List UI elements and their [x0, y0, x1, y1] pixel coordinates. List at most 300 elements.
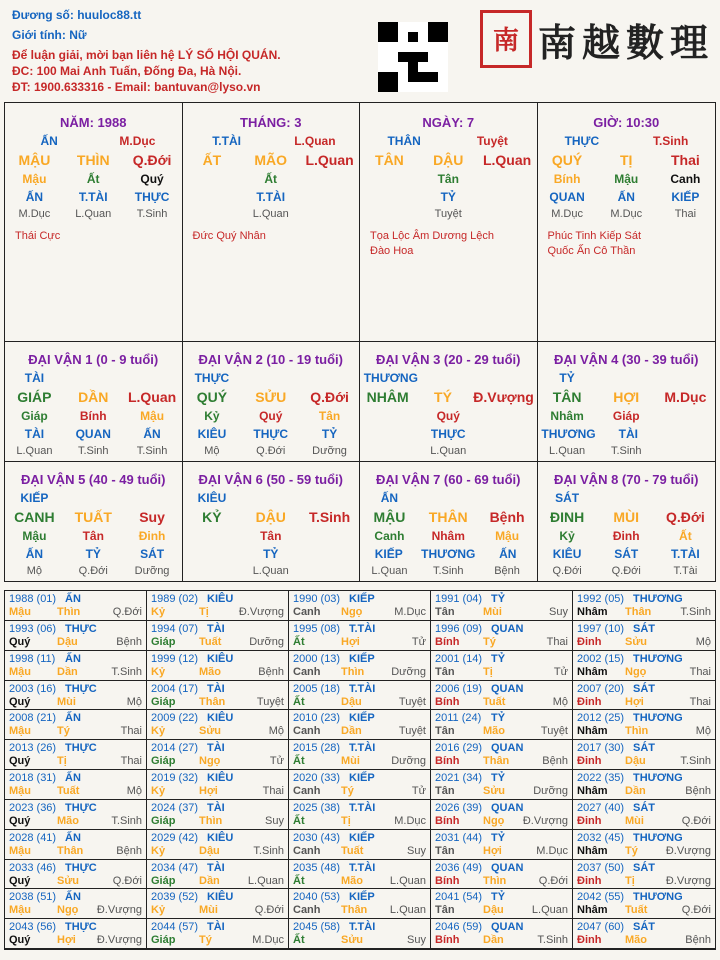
dai-van-title: ĐẠI VẬN 4 (30 - 39 tuổi) — [554, 352, 699, 367]
year-chi: Ngọ — [483, 814, 505, 827]
year-god: THƯƠNG — [633, 891, 683, 904]
year-god: KIẾP — [349, 772, 375, 784]
dai-van-hidden: Đinh — [138, 528, 166, 543]
dai-van-top: ẤN — [380, 490, 399, 505]
year-chi: Ngọ — [341, 606, 363, 618]
dai-van-state: M.Dục — [664, 389, 707, 405]
year-cell — [573, 710, 715, 740]
contact-line: Để luận giải, mời bạn liên hệ LÝ SỐ HỘI QUÁN. — [12, 48, 281, 62]
year-state: Tử — [269, 755, 284, 768]
dai-van-top: THỰC — [194, 371, 230, 385]
year-chi: Mão — [199, 665, 221, 678]
dai-van-god — [364, 427, 414, 441]
year-label: 2008 (21) — [9, 712, 57, 725]
pillar-can-state: Q.Đới — [132, 152, 172, 168]
year-label: 1994 (07) — [151, 622, 199, 635]
year-cell — [289, 770, 431, 800]
dai-van-chi: HỢI — [613, 389, 640, 405]
year-chi: Mùi — [199, 904, 218, 917]
year-cell — [431, 740, 573, 770]
year-can: Tân — [435, 904, 455, 917]
pillar-god: TỶ — [440, 190, 456, 204]
year-cell — [147, 621, 289, 651]
star-line: Đức Quý Nhân — [192, 230, 266, 242]
year-state: Đ.Vượng — [96, 904, 142, 917]
dai-van-chi: DẬU — [255, 508, 286, 525]
year-can: Mậu — [9, 785, 31, 797]
pillar-top-state: Tuyệt — [476, 134, 508, 148]
dai-van-can: QUÝ — [196, 389, 228, 405]
year-state: Thai — [120, 755, 142, 768]
year-state: T.Sinh — [680, 755, 711, 768]
year-state: Tuyệt — [256, 695, 284, 708]
year-state: Suy — [407, 844, 426, 857]
pillar-chi: DẬU — [433, 152, 464, 168]
year-god: QUAN — [491, 682, 524, 695]
year-chi: Sửu — [57, 874, 80, 887]
year-can: Quý — [9, 695, 31, 708]
pillar-top-god: THỰC — [564, 134, 600, 148]
year-label: 2011 (24) — [435, 712, 482, 725]
year-label: 2040 (53) — [293, 891, 341, 904]
year-cell — [431, 621, 573, 651]
dai-van-god: QUAN — [75, 427, 111, 441]
year-state: Bệnh — [258, 665, 284, 678]
year-cell — [289, 800, 431, 830]
year-state: Thai — [546, 635, 568, 648]
year-label: 2045 (58) — [293, 921, 341, 934]
year-can: Giáp — [151, 695, 176, 708]
dai-van-substate — [305, 565, 355, 577]
year-label: 2033 (46) — [9, 861, 57, 874]
dai-van-hidden: Tân — [260, 528, 282, 543]
dai-van-hidden: Bính — [79, 409, 107, 423]
year-label: 2047 (60) — [577, 921, 625, 934]
year-can: Canh — [293, 665, 321, 678]
year-state: Dưỡng — [391, 755, 426, 768]
dai-van-hidden — [660, 409, 710, 423]
year-god: KIÊU — [207, 652, 234, 665]
address-line: ĐC: 100 Mai Anh Tuấn, Đống Đa, Hà Nội. — [12, 64, 242, 78]
year-cell — [5, 740, 147, 770]
year-cell — [431, 860, 573, 890]
year-can: Kỷ — [151, 904, 166, 917]
year-label: 2038 (51) — [9, 891, 57, 904]
year-chi: Mão — [341, 874, 363, 887]
year-can: Đinh — [577, 814, 602, 827]
year-can: Kỷ — [151, 665, 166, 678]
year-label: 2010 (23) — [293, 712, 341, 725]
year-god: ẤN — [65, 772, 81, 784]
year-chi: Dậu — [625, 755, 646, 768]
year-label: 2002 (15) — [577, 652, 625, 665]
year-state: M.Dục — [394, 814, 426, 827]
year-chi: Thìn — [341, 665, 365, 678]
year-cell — [289, 860, 431, 890]
star-line: Đào Hoa — [370, 245, 414, 257]
year-chi: Mão — [57, 814, 79, 827]
pillar-title: NGÀY: 7 — [422, 115, 475, 130]
dai-van-hidden: Giáp — [21, 409, 48, 423]
year-god: QUAN — [491, 921, 524, 934]
year-chi: Thân — [483, 755, 510, 768]
year-label: 2043 (56) — [9, 921, 57, 934]
dai-van-title: ĐẠI VẬN 3 (20 - 29 tuổi) — [376, 352, 521, 367]
pillar-god: T.TÀI — [256, 190, 286, 204]
year-cell — [5, 621, 147, 651]
year-god: ẤN — [65, 593, 81, 605]
dai-van-cell-8 — [538, 462, 716, 582]
year-cell — [431, 681, 573, 711]
year-can: Quý — [9, 755, 31, 768]
year-cell — [289, 591, 431, 621]
year-chi: Tý — [57, 725, 70, 738]
year-cell — [147, 860, 289, 890]
year-cell — [5, 889, 147, 919]
year-chi: Dậu — [199, 844, 220, 857]
dai-van-substate — [364, 445, 414, 457]
year-cell — [431, 830, 573, 860]
year-chi: Thìn — [625, 725, 649, 738]
year-state: L.Quan — [389, 904, 426, 917]
year-god: ẤN — [65, 652, 81, 665]
year-can: Tân — [435, 665, 455, 678]
year-cell — [573, 591, 715, 621]
year-label: 2001 (14) — [435, 652, 483, 665]
year-label: 2036 (49) — [435, 861, 483, 874]
year-can: Đinh — [577, 635, 602, 648]
dai-van-god: TỶ — [263, 546, 279, 561]
year-label: 1995 (08) — [293, 622, 341, 635]
dai-van-god: THỰC — [253, 427, 289, 441]
year-chi: Hợi — [483, 844, 502, 857]
year-label: 2046 (59) — [435, 921, 483, 934]
dai-van-substate: T.Sinh — [77, 445, 109, 457]
year-state: Mộ — [695, 725, 711, 738]
year-god: SÁT — [633, 682, 655, 695]
year-can: Giáp — [151, 874, 176, 887]
dai-van-hidden: Quý — [436, 409, 460, 423]
pillar-god — [305, 190, 355, 204]
year-label: 1990 (03) — [293, 593, 341, 605]
pillar-god: T.TÀI — [78, 190, 108, 204]
year-god: QUAN — [491, 742, 524, 755]
dai-van-hidden: Kỷ — [559, 528, 575, 543]
year-label: 2006 (19) — [435, 682, 483, 695]
year-label: 2022 (35) — [577, 772, 625, 784]
year-label: 2024 (37) — [151, 801, 199, 814]
year-state: Tuyệt — [398, 725, 426, 738]
dai-van-substate — [660, 445, 710, 457]
year-chi: Thân — [199, 695, 226, 708]
year-label: 1996 (09) — [435, 622, 483, 635]
year-state: Q.Đới — [681, 904, 711, 917]
year-state: Suy — [407, 934, 426, 947]
year-can: Ất — [293, 814, 305, 827]
year-god: TỶ — [491, 712, 506, 725]
yearly-table — [4, 590, 716, 950]
year-can: Kỷ — [151, 725, 166, 738]
year-cell — [573, 740, 715, 770]
year-chi: Tý — [483, 635, 496, 648]
dai-van-substate: Q.Đới — [78, 564, 108, 577]
year-cell — [431, 710, 573, 740]
pillar-state: T.Sinh — [136, 208, 168, 220]
dai-van-substate — [187, 565, 237, 577]
pillar-hidden: Canh — [670, 172, 701, 186]
year-god: QUAN — [491, 622, 524, 635]
year-cell — [5, 710, 147, 740]
year-state: Đ.Vượng — [238, 606, 284, 618]
dai-van-hidden — [305, 529, 355, 543]
year-god: THỰC — [65, 921, 97, 934]
dai-van-top: THƯƠNG — [363, 371, 418, 385]
year-cell — [573, 889, 715, 919]
year-cell — [573, 681, 715, 711]
year-state: L.Quan — [247, 874, 284, 887]
year-can: Quý — [9, 874, 31, 887]
pillar-title: NĂM: 1988 — [60, 115, 127, 130]
year-cell — [289, 919, 431, 949]
dai-van-title: ĐẠI VẬN 1 (0 - 9 tuổi) — [28, 352, 159, 367]
pillar-can-state: L.Quan — [305, 152, 354, 168]
year-god: KIẾP — [349, 891, 375, 904]
pillar-chi: MÃO — [254, 152, 288, 168]
pillar-god: THỰC — [134, 190, 170, 204]
year-can: Tân — [435, 725, 455, 738]
dai-van-god: THƯƠNG — [421, 546, 476, 561]
star-line: Phúc Tinh Kiếp Sát — [547, 230, 642, 242]
year-state: Q.Đới — [112, 874, 142, 887]
year-god: THƯƠNG — [633, 652, 683, 665]
year-cell — [289, 740, 431, 770]
year-label: 2009 (22) — [151, 712, 199, 725]
dai-van-god — [661, 427, 711, 441]
year-state: Mộ — [268, 725, 284, 738]
year-god: SÁT — [633, 861, 655, 874]
year-god: SÁT — [633, 622, 655, 635]
year-god: KIÊU — [207, 593, 234, 605]
pillar-can: MẬU — [18, 152, 51, 168]
dai-van-hidden — [482, 409, 532, 423]
star-line: Thái Cực — [15, 230, 61, 242]
dai-van-god — [305, 547, 355, 561]
year-god: QUAN — [491, 861, 524, 874]
dai-van-god: KIÊU — [552, 546, 582, 561]
pillar-god: ẤN — [617, 190, 635, 204]
pillar-can: TÂN — [375, 152, 404, 168]
year-state: Dưỡng — [533, 785, 568, 797]
pillar-1 — [183, 103, 361, 341]
dai-van-can: KỶ — [202, 508, 222, 525]
year-cell — [147, 770, 289, 800]
year-chi: Tị — [341, 814, 351, 827]
year-chi: Sửu — [341, 934, 364, 947]
dai-van-substate: T.Sinh — [136, 445, 168, 457]
year-cell — [5, 860, 147, 890]
dai-van-god — [187, 547, 237, 561]
pillar-can-state: L.Quan — [482, 152, 532, 168]
year-label: 2028 (41) — [9, 831, 57, 844]
year-god: T.TÀI — [349, 801, 376, 814]
year-label: 2026 (39) — [435, 801, 483, 814]
pillar-can: QUÝ — [551, 152, 583, 168]
year-state: Tử — [411, 785, 426, 797]
year-cell — [147, 800, 289, 830]
year-can: Mậu — [9, 606, 31, 618]
year-god: T.TÀI — [349, 682, 376, 695]
year-label: 2041 (54) — [435, 891, 483, 904]
year-god: KIẾP — [349, 652, 375, 665]
year-cell — [289, 889, 431, 919]
year-state: Mộ — [126, 695, 142, 708]
year-god: THỰC — [65, 801, 97, 814]
dai-van-god: SÁT — [614, 546, 639, 561]
year-chi: Mùi — [483, 606, 502, 618]
year-can: Canh — [293, 785, 321, 797]
year-state: Thai — [120, 725, 142, 738]
dai-van-substate: T.Sinh — [610, 445, 642, 457]
year-state: Tử — [411, 635, 426, 648]
dai-van-hidden: Nhâm — [431, 528, 465, 543]
year-chi: Sửu — [199, 725, 222, 738]
year-can: Canh — [293, 606, 321, 618]
year-god: KIÊU — [207, 831, 234, 844]
year-label: 2027 (40) — [577, 801, 625, 814]
year-chi: Ngọ — [199, 755, 221, 768]
pillar-state — [482, 208, 532, 220]
year-can: Giáp — [151, 814, 176, 827]
year-state: T.Sinh — [537, 934, 568, 947]
year-cell — [289, 681, 431, 711]
dai-van-god: ẤN — [143, 427, 161, 441]
header — [0, 0, 720, 100]
year-god: T.TÀI — [349, 622, 376, 635]
dai-van-can: TÂN — [552, 389, 582, 405]
year-can: Bính — [435, 814, 460, 827]
pillar-god — [364, 190, 414, 204]
dai-van-title: ĐẠI VẬN 8 (70 - 79 tuổi) — [554, 471, 699, 487]
year-label: 2020 (33) — [293, 772, 341, 784]
year-cell — [573, 860, 715, 890]
year-label: 2031 (44) — [435, 831, 483, 844]
year-can: Tân — [435, 844, 455, 857]
dai-van-chi: THÂN — [428, 508, 468, 525]
dai-van-hidden: Mậu — [495, 528, 520, 543]
year-god: TỶ — [491, 831, 506, 844]
year-can: Mậu — [9, 904, 31, 917]
year-god: TỶ — [491, 891, 506, 904]
year-cell — [573, 919, 715, 949]
year-god: THỰC — [65, 622, 97, 635]
pillar-top-state: T.Sinh — [652, 134, 689, 148]
year-chi: Thìn — [57, 606, 81, 618]
year-god: T.TÀI — [349, 742, 376, 755]
year-label: 2015 (28) — [293, 742, 341, 755]
year-god: ẤN — [65, 831, 81, 844]
year-can: Nhâm — [577, 606, 608, 618]
year-state: T.Sinh — [680, 606, 711, 618]
year-cell — [573, 770, 715, 800]
pillar-hidden: Tân — [437, 172, 459, 186]
dai-van-state: Đ.Vượng — [473, 389, 534, 405]
dai-van-hidden: Tân — [318, 409, 341, 423]
pillar-god: KIẾP — [671, 190, 700, 204]
year-chi: Hợi — [57, 934, 76, 947]
dai-van-hidden: Quý — [259, 409, 283, 423]
year-state: Bệnh — [685, 785, 711, 797]
year-state: Mộ — [552, 695, 568, 708]
pillar-state: Thai — [674, 208, 697, 220]
gender-line: Giới tính: Nữ — [12, 28, 87, 42]
dai-van-god: T.TÀI — [671, 546, 700, 561]
year-chi: Dậu — [341, 695, 362, 708]
qr-code-icon — [378, 22, 448, 92]
year-can: Tân — [435, 606, 455, 618]
year-cell — [431, 591, 573, 621]
year-can: Bính — [435, 934, 460, 947]
year-chi: Tuất — [57, 785, 80, 797]
year-cell — [431, 889, 573, 919]
year-chi: Dậu — [483, 904, 504, 917]
year-label: 2023 (36) — [9, 801, 57, 814]
year-chi: Thân — [57, 844, 84, 857]
year-label: 1999 (12) — [151, 652, 199, 665]
dai-van-cell-3 — [360, 342, 538, 462]
year-label: 2014 (27) — [151, 742, 199, 755]
year-chi: Tị — [625, 874, 635, 887]
dai-van-cell-6 — [183, 462, 361, 582]
year-cell — [147, 591, 289, 621]
dai-van-can: NHÂM — [366, 389, 409, 405]
pillar-0 — [5, 103, 183, 341]
year-cell — [5, 651, 147, 681]
year-god: TÀI — [207, 801, 225, 814]
year-state: Bệnh — [685, 934, 711, 947]
year-can: Kỷ — [151, 844, 166, 857]
dai-van-substate: L.Quan — [430, 445, 467, 457]
year-label: 2005 (18) — [293, 682, 341, 695]
dai-van-state: Suy — [139, 508, 165, 525]
year-cell — [147, 919, 289, 949]
year-chi: Dần — [483, 934, 504, 947]
year-can: Nhâm — [577, 904, 608, 917]
year-god: SÁT — [633, 801, 655, 814]
year-chi: Mùi — [625, 814, 644, 827]
year-state: L.Quan — [531, 904, 568, 917]
pillar-stars — [15, 229, 60, 244]
year-cell — [147, 740, 289, 770]
dai-van-top: KIẾP — [20, 490, 49, 505]
year-state: Đ.Vượng — [665, 874, 711, 887]
year-chi: Tuất — [625, 904, 648, 917]
year-state: T.Sinh — [111, 665, 142, 678]
year-cell — [5, 830, 147, 860]
year-label: 2039 (52) — [151, 891, 199, 904]
year-label: 2042 (55) — [577, 891, 625, 904]
year-can: Tân — [435, 785, 455, 797]
year-label: 1989 (02) — [151, 593, 199, 605]
year-cell — [147, 889, 289, 919]
year-state: Thai — [262, 785, 284, 797]
pillar-hidden: Quý — [140, 172, 164, 186]
year-can: Đinh — [577, 934, 602, 947]
pillar-state — [364, 208, 414, 220]
owner-line: Đương số: huuloc88.tt — [12, 8, 142, 22]
year-state: L.Quan — [389, 874, 426, 887]
year-god: KIÊU — [207, 891, 234, 904]
year-god: TÀI — [207, 921, 225, 934]
